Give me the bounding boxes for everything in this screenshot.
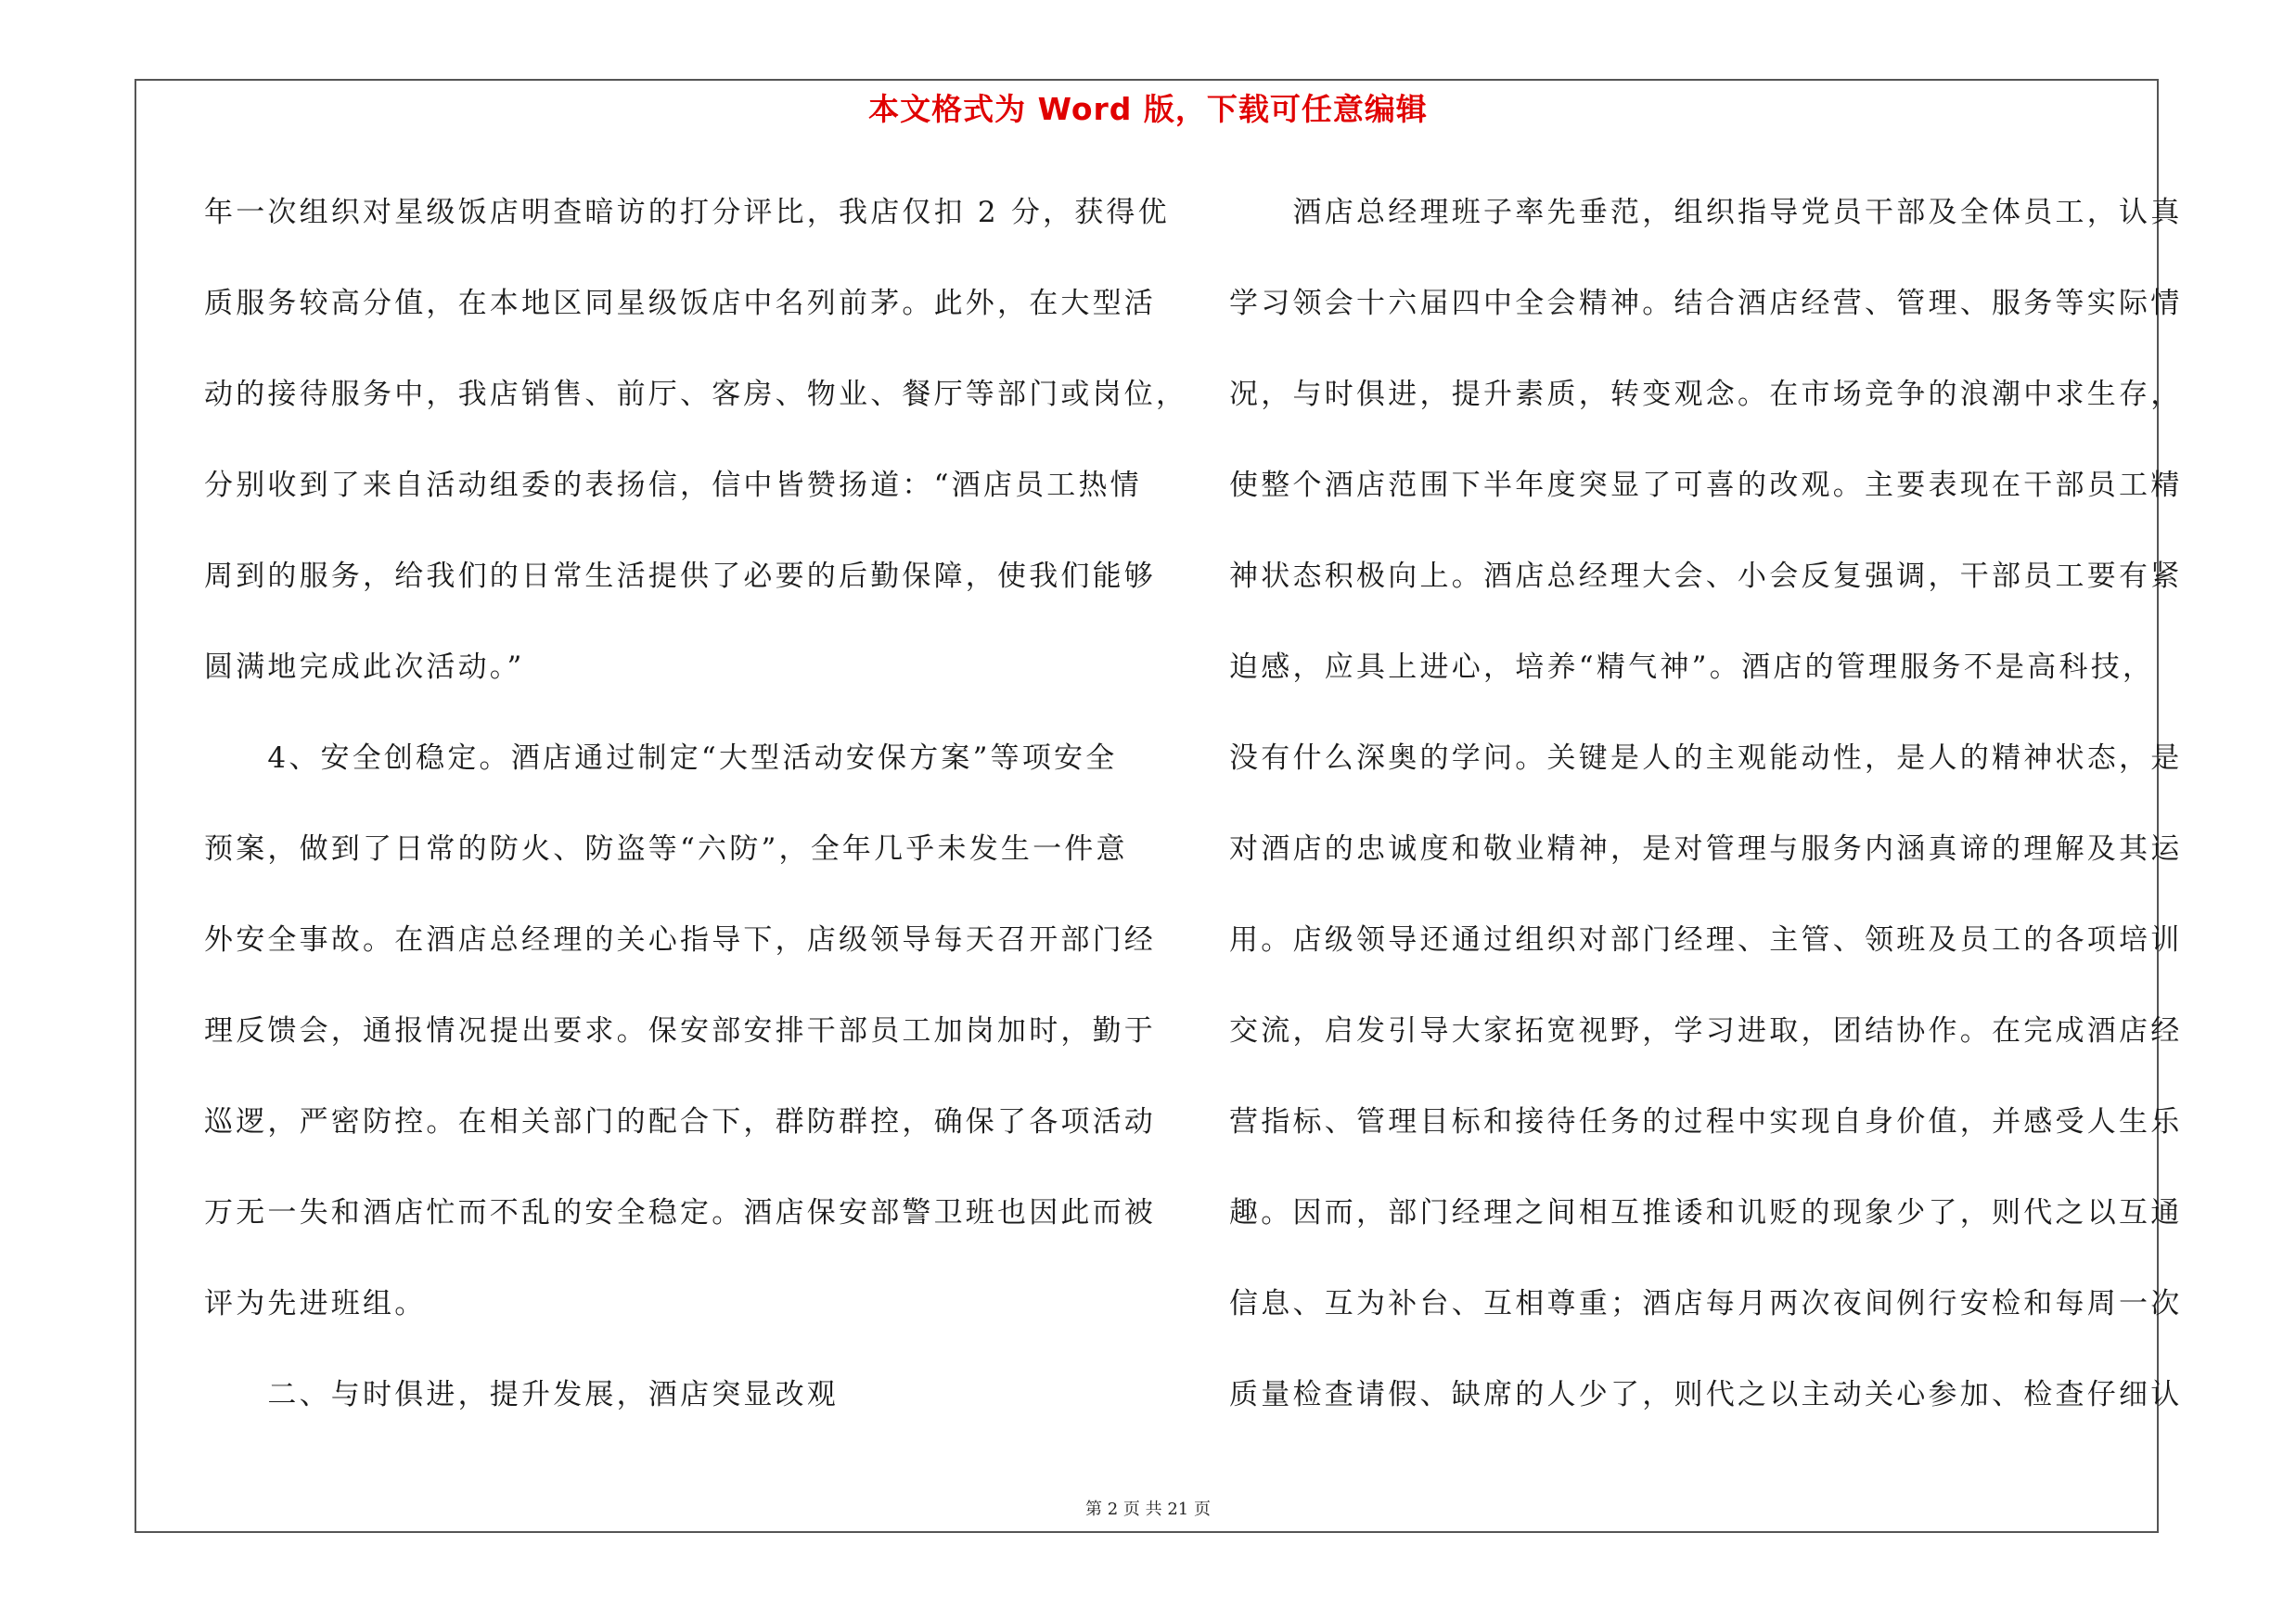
text-line: 迫感，应具上进心，培养“精气神”。酒店的管理服务不是高科技， bbox=[1229, 650, 2155, 684]
text-line: 营指标、管理目标和接待任务的过程中实现自身价值，并感受人生乐 bbox=[1229, 1105, 2183, 1139]
text-line: 质服务较高分值，在本地区同星级饭店中名列前茅。此外，在大型活 bbox=[204, 287, 1156, 320]
text-line: 使整个酒店范围下半年度突显了可喜的改观。主要表现在干部员工精 bbox=[1229, 469, 2183, 502]
text-line: 没有什么深奥的学问。关键是人的主观能动性，是人的精神状态，是 bbox=[1229, 741, 2183, 775]
text-line: 巡逻，严密防控。在相关部门的配合下，群防群控，确保了各项活动 bbox=[204, 1105, 1156, 1139]
text-line: 4、安全创稳定。酒店通过制定“大型活动安保方案”等项安全 bbox=[204, 741, 1118, 775]
text-line: 万无一失和酒店忙而不乱的安全稳定。酒店保安部警卫班也因此而被 bbox=[204, 1196, 1156, 1230]
text-line: 趣。因而，部门经理之间相互推诿和讥贬的现象少了，则代之以互通 bbox=[1229, 1196, 2183, 1230]
text-line: 周到的服务，给我们的日常生活提供了必要的后勤保障，使我们能够 bbox=[204, 560, 1156, 593]
text-line: 评为先进班组。 bbox=[204, 1287, 427, 1320]
left-text-column bbox=[204, 183, 1188, 1456]
text-line: 外安全事故。在酒店总经理的关心指导下，店级领导每天召开部门经 bbox=[204, 923, 1156, 957]
text-line: 理反馈会，通报情况提出要求。保安部安排干部员工加岗加时，勤于 bbox=[204, 1014, 1156, 1048]
text-line: 对酒店的忠诚度和敬业精神，是对管理与服务内涵真谛的理解及其运 bbox=[1229, 832, 2183, 866]
text-line: 分别收到了来自活动组委的表扬信，信中皆赞扬道：“酒店员工热情 bbox=[204, 469, 1142, 502]
text-line: 动的接待服务中，我店销售、前厅、客房、物业、餐厅等部门或岗位， bbox=[204, 378, 1188, 411]
text-line: 学习领会十六届四中全会精神。结合酒店经营、管理、服务等实际情 bbox=[1229, 287, 2183, 320]
text-line: 况，与时俱进，提升素质，转变观念。在市场竞争的浪潮中求生存， bbox=[1229, 378, 2183, 411]
right-text-column bbox=[1229, 183, 2183, 1456]
text-line: 神状态积极向上。酒店总经理大会、小会反复强调，干部员工要有紧 bbox=[1229, 560, 2183, 593]
section-heading: 二、与时俱进，提升发展，酒店突显改观 bbox=[204, 1378, 839, 1411]
text-line: 预案，做到了日常的防火、防盗等“六防”，全年几乎未发生一件意 bbox=[204, 832, 1128, 866]
text-line: 信息、互为补台、互相尊重；酒店每月两次夜间例行安检和每周一次 bbox=[1229, 1287, 2183, 1320]
text-line: 交流，启发引导大家拓宽视野，学习进取，团结协作。在完成酒店经 bbox=[1229, 1014, 2183, 1048]
text-line: 质量检查请假、缺席的人少了，则代之以主动关心参加、检查仔细认 bbox=[1229, 1378, 2183, 1411]
page-number-footer: 第 2 页 共 21 页 bbox=[1085, 1500, 1211, 1519]
text-line: 酒店总经理班子率先垂范，组织指导党员干部及全体员工，认真 bbox=[1229, 196, 2183, 229]
text-line: 圆满地完成此次活动。” bbox=[204, 650, 525, 684]
format-notice-banner: 本文格式为 Word 版，下载可任意编辑 bbox=[868, 91, 1428, 127]
text-line: 年一次组织对星级饭店明查暗访的打分评比，我店仅扣 2 分，获得优 bbox=[204, 196, 1170, 229]
text-line: 用。店级领导还通过组织对部门经理、主管、领班及员工的各项培训 bbox=[1229, 923, 2183, 957]
